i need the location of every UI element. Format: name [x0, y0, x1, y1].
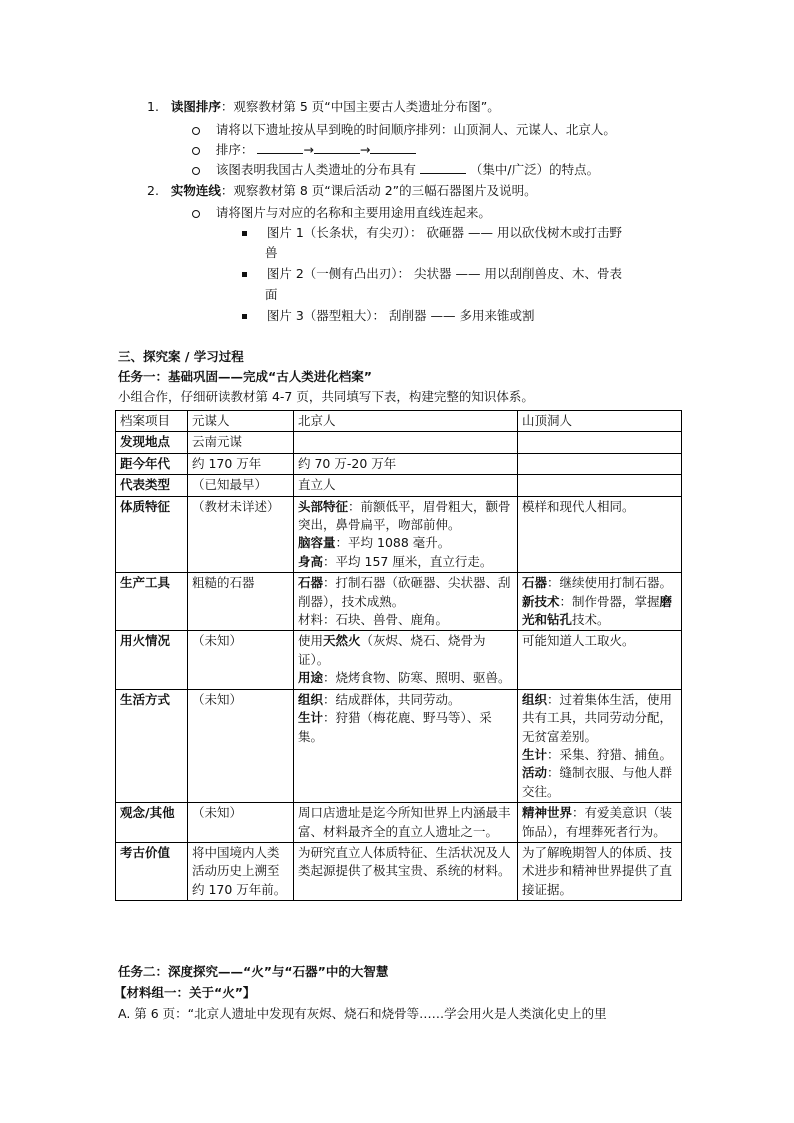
row-label: 用火情况	[116, 631, 188, 689]
cell	[294, 689, 518, 802]
material-group-title: 【材料组一：关于“火”】	[114, 985, 256, 1000]
hollow-bullet-icon	[192, 210, 200, 218]
live-text: ：狩猎（梅花鹿、野马等）、采集。	[298, 710, 492, 744]
org-label: 组织	[298, 691, 324, 707]
match-item-3-line1: 图片 3（器型粗大）： 刮削器 —— 多用来锥或割	[266, 308, 535, 323]
cell: 可能知道人工取火。	[518, 631, 682, 689]
cell: （未知）	[188, 803, 294, 843]
cell: 直立人	[294, 475, 518, 496]
org-text: ：结成群体，共同劳动。	[323, 691, 461, 707]
cell: 约 170 万年	[188, 453, 294, 474]
purpose-text: ：烧烤食物、防寒、照明、驱兽。	[323, 670, 511, 686]
cell: 周口店遗址是迄今所知世界上内涵最丰富、材料最齐全的直立人遗址之一。	[294, 803, 518, 843]
table-row	[116, 689, 682, 802]
order-blank-1[interactable]	[257, 141, 303, 154]
cell: （未知）	[188, 689, 294, 802]
brain-label: 脑容量	[298, 535, 336, 551]
org-label: 组织	[522, 691, 548, 707]
stone-text: ：打制石器（砍砸器、尖状器、刮削器），技术成熟。	[298, 575, 511, 609]
arrow-right-icon: →	[303, 142, 314, 157]
task-1-item-1	[192, 121, 616, 139]
square-bullet-icon	[242, 231, 247, 236]
tech-bold: 磨光和钻孔	[522, 593, 673, 628]
activity-label: 活动	[522, 765, 548, 781]
cell	[518, 689, 682, 802]
match-item-1-line1: 图片 1（长条状，有尖刃）： 砍砸器 —— 用以砍伐树木或打击野	[266, 225, 622, 240]
stone-label: 石器	[298, 575, 324, 591]
activity-text: ：缝制衣服、与他人群交往。	[522, 765, 673, 799]
cell: 粗糙的石器	[188, 573, 294, 631]
table-row	[116, 475, 682, 496]
cell	[294, 631, 518, 689]
spirit-label: 精神世界	[522, 805, 573, 821]
row-label: 考古价值	[116, 842, 188, 900]
blank-cell[interactable]	[518, 453, 682, 474]
match-item-2-cont	[265, 286, 278, 304]
distribution-suffix: （集中/广泛）的特点。	[469, 162, 600, 177]
match-item-2	[242, 265, 622, 283]
row-label: 生活方式	[116, 689, 188, 802]
tech-label: 新技术	[522, 593, 560, 609]
match-item-1	[242, 224, 622, 242]
live-text: ：采集、狩猎、捕鱼。	[547, 746, 673, 762]
order-label: 排序：	[215, 142, 254, 157]
cell: 云南元谋	[188, 432, 294, 453]
row-label: 观念/其他	[116, 803, 188, 843]
cell	[518, 803, 682, 843]
table-row	[116, 496, 682, 573]
blank-cell[interactable]	[518, 475, 682, 496]
match-item-1-cont	[265, 244, 278, 262]
cell: 为研究直立人体质特征、生活状况及人类起源提供了极其宝贵、系统的材料。	[294, 842, 518, 900]
cell: 将中国境内人类活动历史上溯至约 170 万年前。	[188, 842, 294, 900]
header-cell: 档案项目	[116, 411, 188, 432]
cell: 模样和现代人相同。	[518, 496, 682, 573]
section-heading: 三、探究案 / 学习过程	[118, 349, 244, 364]
cell: 约 70 万-20 万年	[294, 453, 518, 474]
cell: （已知最早）	[188, 475, 294, 496]
header-cell: 山顶洞人	[518, 411, 682, 432]
brain-text: ：平均 1088 毫升。	[335, 535, 451, 551]
task-1-item-3	[192, 161, 599, 179]
head-text: ：前额低平，眉骨粗大，颧骨突出，鼻骨扁平，吻部前伸。	[298, 498, 511, 533]
archive-table	[115, 410, 682, 901]
row-label: 体质特征	[116, 496, 188, 573]
cell	[294, 573, 518, 631]
distribution-prefix: 该图表明我国古人类遗址的分布具有	[215, 162, 416, 177]
hollow-bullet-icon	[192, 167, 200, 175]
org-text: ：过着集体生活，使用共有工具，共同劳动分配，无贫富差别。	[522, 691, 673, 744]
task2-title: 任务二：深度探究——“火”与“石器”中的大智慧	[118, 964, 389, 979]
material-label: 材料	[298, 612, 324, 628]
table-row	[116, 803, 682, 843]
task-2-item-1	[192, 204, 491, 222]
table-row	[116, 631, 682, 689]
match-item-1-line2: 兽	[265, 245, 278, 260]
task-1-item-1-text: 请将以下遗址按从早到晚的时间顺序排列：山顶洞人、元谋人、北京人。	[215, 122, 616, 137]
header-cell: 元谋人	[188, 411, 294, 432]
natural-fire: 天然火	[323, 633, 361, 649]
match-item-2-line1: 图片 2（一侧有凸出刃）： 尖状器 —— 用以刮削兽皮、木、骨表	[266, 266, 622, 281]
header-cell: 北京人	[294, 411, 518, 432]
tech-end: 技术。	[572, 612, 610, 628]
stone-text: ：继续使用打制石器。	[547, 575, 673, 591]
order-blank-3[interactable]	[370, 141, 416, 154]
row-label: 发现地点	[116, 432, 188, 453]
material-text: ：石块、兽骨、鹿角。	[323, 612, 449, 628]
use-text: （灰烬、烧石、烧骨为证）。	[298, 633, 486, 667]
live-label: 生计	[522, 746, 548, 762]
spirit-text: ：有爱美意识（装饰品），有埋葬死者行为。	[522, 805, 673, 839]
distribution-blank[interactable]	[420, 161, 466, 174]
row-label: 生产工具	[116, 573, 188, 631]
cell	[294, 496, 518, 573]
head-label: 头部特征	[298, 498, 349, 514]
task-2-title: 实物连线	[170, 183, 221, 198]
hollow-bullet-icon	[192, 147, 200, 155]
task-1-text: ：观察教材第 5 页“中国主要古人类遗址分布图”。	[220, 99, 500, 114]
hollow-bullet-icon	[192, 127, 200, 135]
table-row	[116, 453, 682, 474]
table-header-row	[116, 411, 682, 432]
task-1-item-2	[192, 141, 416, 159]
task-1-number: 1.	[147, 99, 159, 114]
square-bullet-icon	[242, 314, 247, 319]
live-label: 生计	[298, 710, 324, 726]
cell: （教材未详述）	[188, 496, 294, 573]
blank-cell[interactable]	[518, 432, 682, 453]
square-bullet-icon	[242, 272, 247, 277]
task-2-number: 2.	[147, 183, 159, 198]
task-1-title: 读图排序	[170, 99, 221, 114]
row-label: 代表类型	[116, 475, 188, 496]
material-a: A. 第 6 页：“北京人遗址中发现有灰烬、烧石和烧骨等……学会用火是人类演化史上的里	[118, 1006, 607, 1021]
use-pre: 使用	[298, 633, 324, 649]
task1-desc: 小组合作，仔细研读教材第 4-7 页，共同填写下表，构建完整的知识体系。	[118, 389, 534, 404]
task-2-line	[147, 182, 537, 200]
row-label: 距今年代	[116, 453, 188, 474]
height-text: ：平均 157 厘米，直立行走。	[323, 553, 493, 569]
tech-text: ：制作骨器，掌握	[559, 593, 660, 609]
table-row	[116, 573, 682, 631]
task-2-text: ：观察教材第 8 页“课后活动 2”的三幅石器图片及说明。	[220, 183, 537, 198]
task-2-item-1-text: 请将图片与对应的名称和主要用途用直线连起来。	[215, 205, 491, 220]
table-row	[116, 432, 682, 453]
match-item-2-line2: 面	[265, 287, 278, 302]
table-row	[116, 842, 682, 900]
cell: （未知）	[188, 631, 294, 689]
task-1-line	[147, 98, 500, 116]
stone-label: 石器	[522, 575, 548, 591]
order-blank-2[interactable]	[314, 141, 360, 154]
cell: 为了解晚期智人的体质、技术进步和精神世界提供了直接证据。	[518, 842, 682, 900]
match-item-3	[242, 307, 534, 325]
height-label: 身高	[298, 553, 324, 569]
purpose-label: 用途	[298, 670, 324, 686]
cell	[518, 573, 682, 631]
arrow-right-icon: →	[359, 142, 371, 157]
blank-cell[interactable]	[294, 432, 518, 453]
task1-title: 任务一：基础巩固——完成“古人类进化档案”	[118, 369, 372, 384]
